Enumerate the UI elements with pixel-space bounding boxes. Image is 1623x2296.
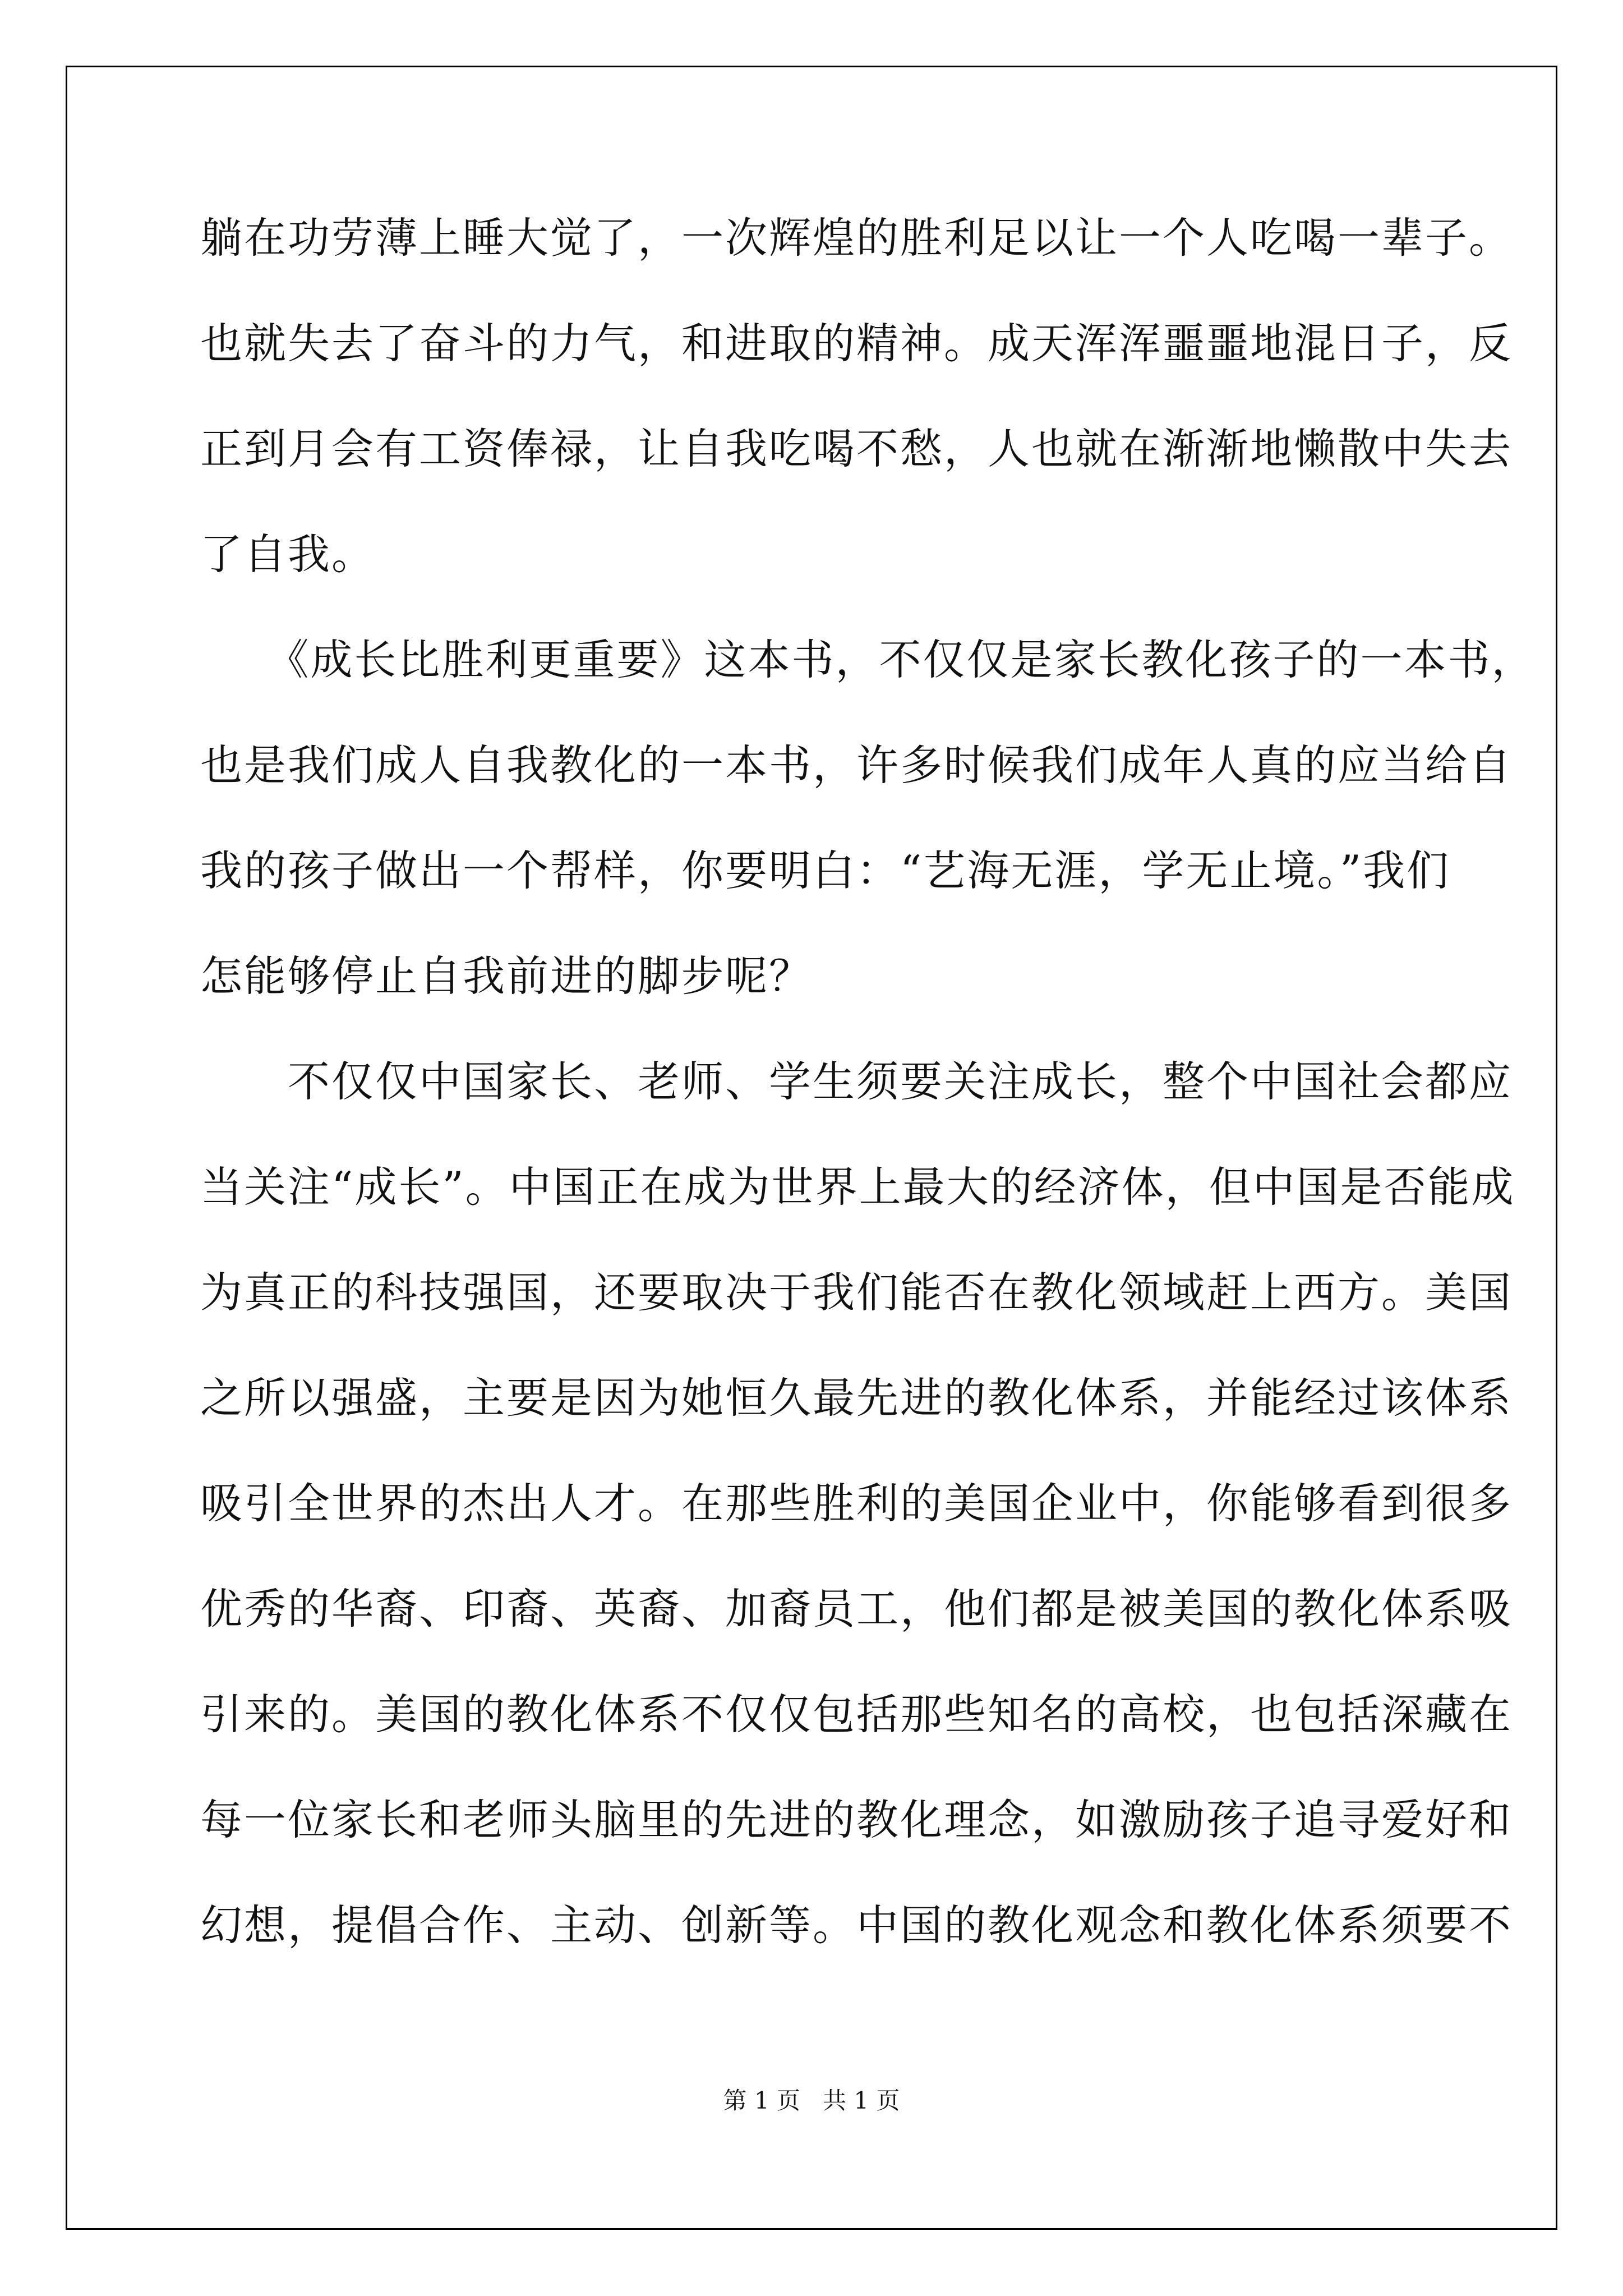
text-line: 不仅仅中国家长、老师、学生须要关注成长，整个中国社会都应 xyxy=(200,1057,1513,1106)
text-line: 我的孩子做出一个帮样，你要明白：“艺海无涯，学无止境。”我们 xyxy=(200,846,1451,895)
text-line: 怎能够停止自我前进的脚步呢？ xyxy=(200,951,813,1001)
text-line: 每一位家长和老师头脑里的先进的教化理念，如激励孩子追寻爱好和 xyxy=(200,1795,1513,1844)
document-body xyxy=(200,185,1536,1978)
text-line: 《成长比胜利更重要》这本书，不仅仅是家长教化孩子的一本书， xyxy=(200,635,1536,684)
text-line: 也就失去了奋斗的力气，和进取的精神。成天浑浑噩噩地混日子，反 xyxy=(200,319,1513,368)
text-line: 了自我。 xyxy=(200,530,376,579)
text-line: 吸引全世界的杰出人才。在那些胜利的美国企业中，你能够看到很多 xyxy=(200,1479,1513,1528)
text-line: 优秀的华裔、印裔、英裔、加裔员工，他们都是被美国的教化体系吸 xyxy=(200,1584,1513,1634)
page-number-label: 第 1 页 共 1 页 xyxy=(723,2087,900,2114)
text-line: 当关注“成长”。中国正在成为世界上最大的经济体，但中国是否能成 xyxy=(200,1162,1515,1212)
text-line: 正到月会有工资俸禄，让自我吃喝不愁，人也就在渐渐地懒散中失去 xyxy=(200,424,1513,473)
text-line: 也是我们成人自我教化的一本书，许多时候我们成年人真的应当给自 xyxy=(200,740,1513,790)
text-line: 引来的。美国的教化体系不仅仅包括那些知名的高校，也包括深藏在 xyxy=(200,1690,1513,1739)
text-line: 之所以强盛，主要是因为她恒久最先进的教化体系，并能经过该体系 xyxy=(200,1373,1513,1423)
text-line: 为真正的科技强国，还要取决于我们能否在教化领域赶上西方。美国 xyxy=(200,1268,1513,1317)
page-footer xyxy=(0,2082,1623,2116)
text-line: 躺在功劳薄上睡大觉了，一次辉煌的胜利足以让一个人吃喝一辈子。 xyxy=(200,213,1513,263)
text-line: 幻想，提倡合作、主动、创新等。中国的教化观念和教化体系须要不 xyxy=(200,1901,1513,1950)
